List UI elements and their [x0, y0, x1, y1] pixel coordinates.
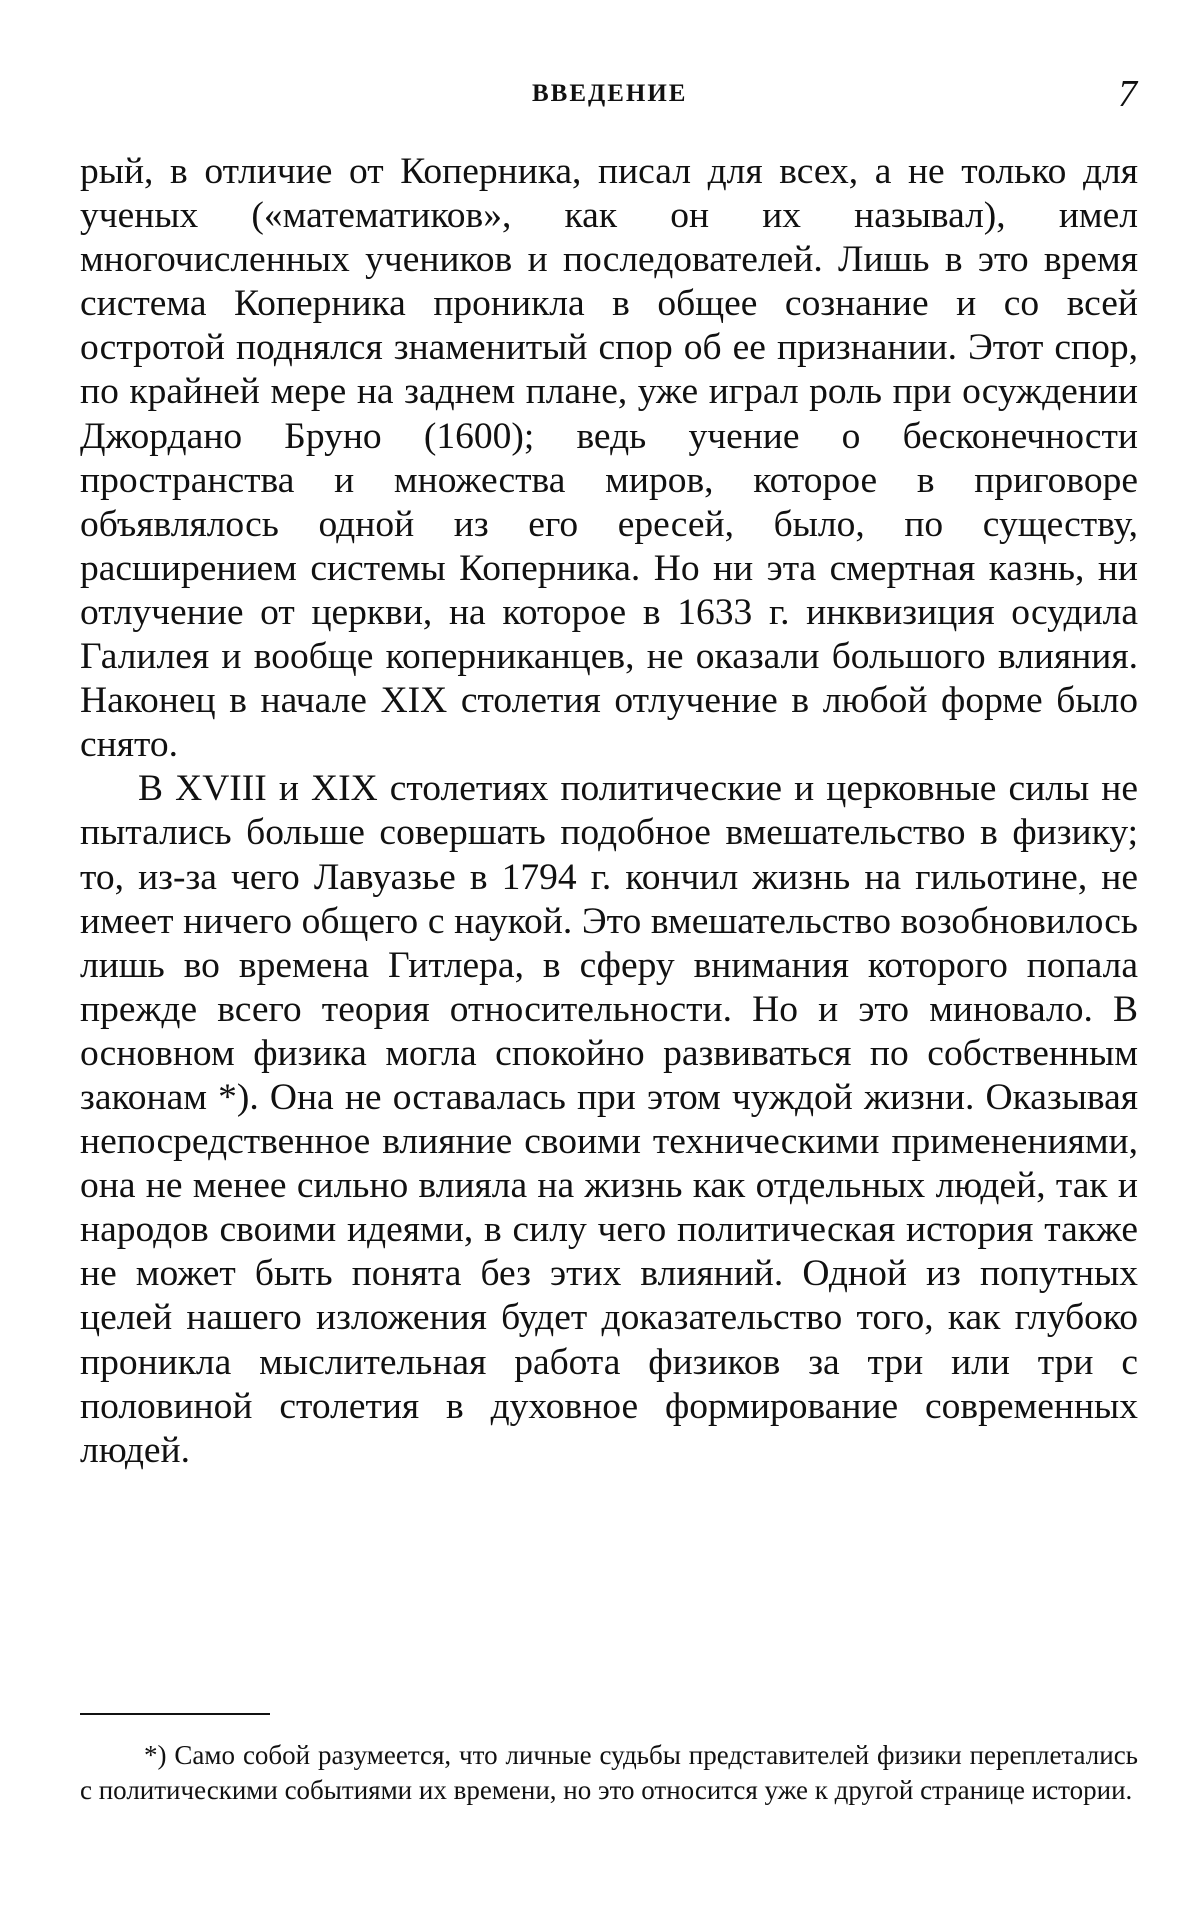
main-text: [80, 150, 1138, 1473]
paragraph-1: рый, в отличие от Коперника, писал для всех, а не только для ученых («математиков», как он их называл), имел многочисленных учеников и последователей. Лишь в это время система Коперника проникла в общее сознание и со всей остротой поднялся знаменитый спор об ее признании. Этот спор, по крайней мере на заднем плане, уже играл роль при осуждении Джордано Бруно (1600); ведь учение о бесконечности пространства и множества миров, которое в приговоре объявлялось одной из его ересей, было, по существу, расширением системы Коперника. Но ни эта смертная казнь, ни отлучение от церкви, на которое в 1633 г. инквизиция осудила Галилея и вообще коперниканцев, не оказали большого влияния. Наконец в начале XIX столетия отлучение в любой форме было снято.: [80, 151, 1138, 766]
footnote: *) Само собой разумеется, что личные судьбы представителей физики переплетались с политическими событиями их времени, но это относится уже к другой странице истории.: [80, 1740, 1138, 1805]
footnote-divider: [80, 1713, 270, 1715]
paragraph-2: В XVIII и XIX столетиях политические и церковные силы не пытались больше совершать подобное вмешательство в физику; то, из-за чего Лавуазье в 1794 г. кончил жизнь на гильотине, не имеет ничего общего с наукой. Это вмешательство возобновилось лишь во времена Гитлера, в сферу внимания которого попала прежде всего теория относительности. Но и это миновало. В основном физика могла спокойно развиваться по собственным законам *). Она не оставалась при этом чуждой жизни. Оказывая непосредственное влияние своими техническими применениями, она не менее сильно влияла на жизнь как отдельных людей, так и народов своими идеями, в силу чего политическая история также не может быть понята без этих влияний. Одной из попутных целей нашего изложения будет доказательство того, как глубоко проникла мыслительная работа физиков за три или три с половиной столетия в духовное формирование современных людей.: [80, 768, 1138, 1471]
section-title: ВВЕДЕНИЕ: [532, 80, 688, 107]
running-head: [0, 72, 1200, 115]
page-number: 7: [1118, 73, 1137, 115]
